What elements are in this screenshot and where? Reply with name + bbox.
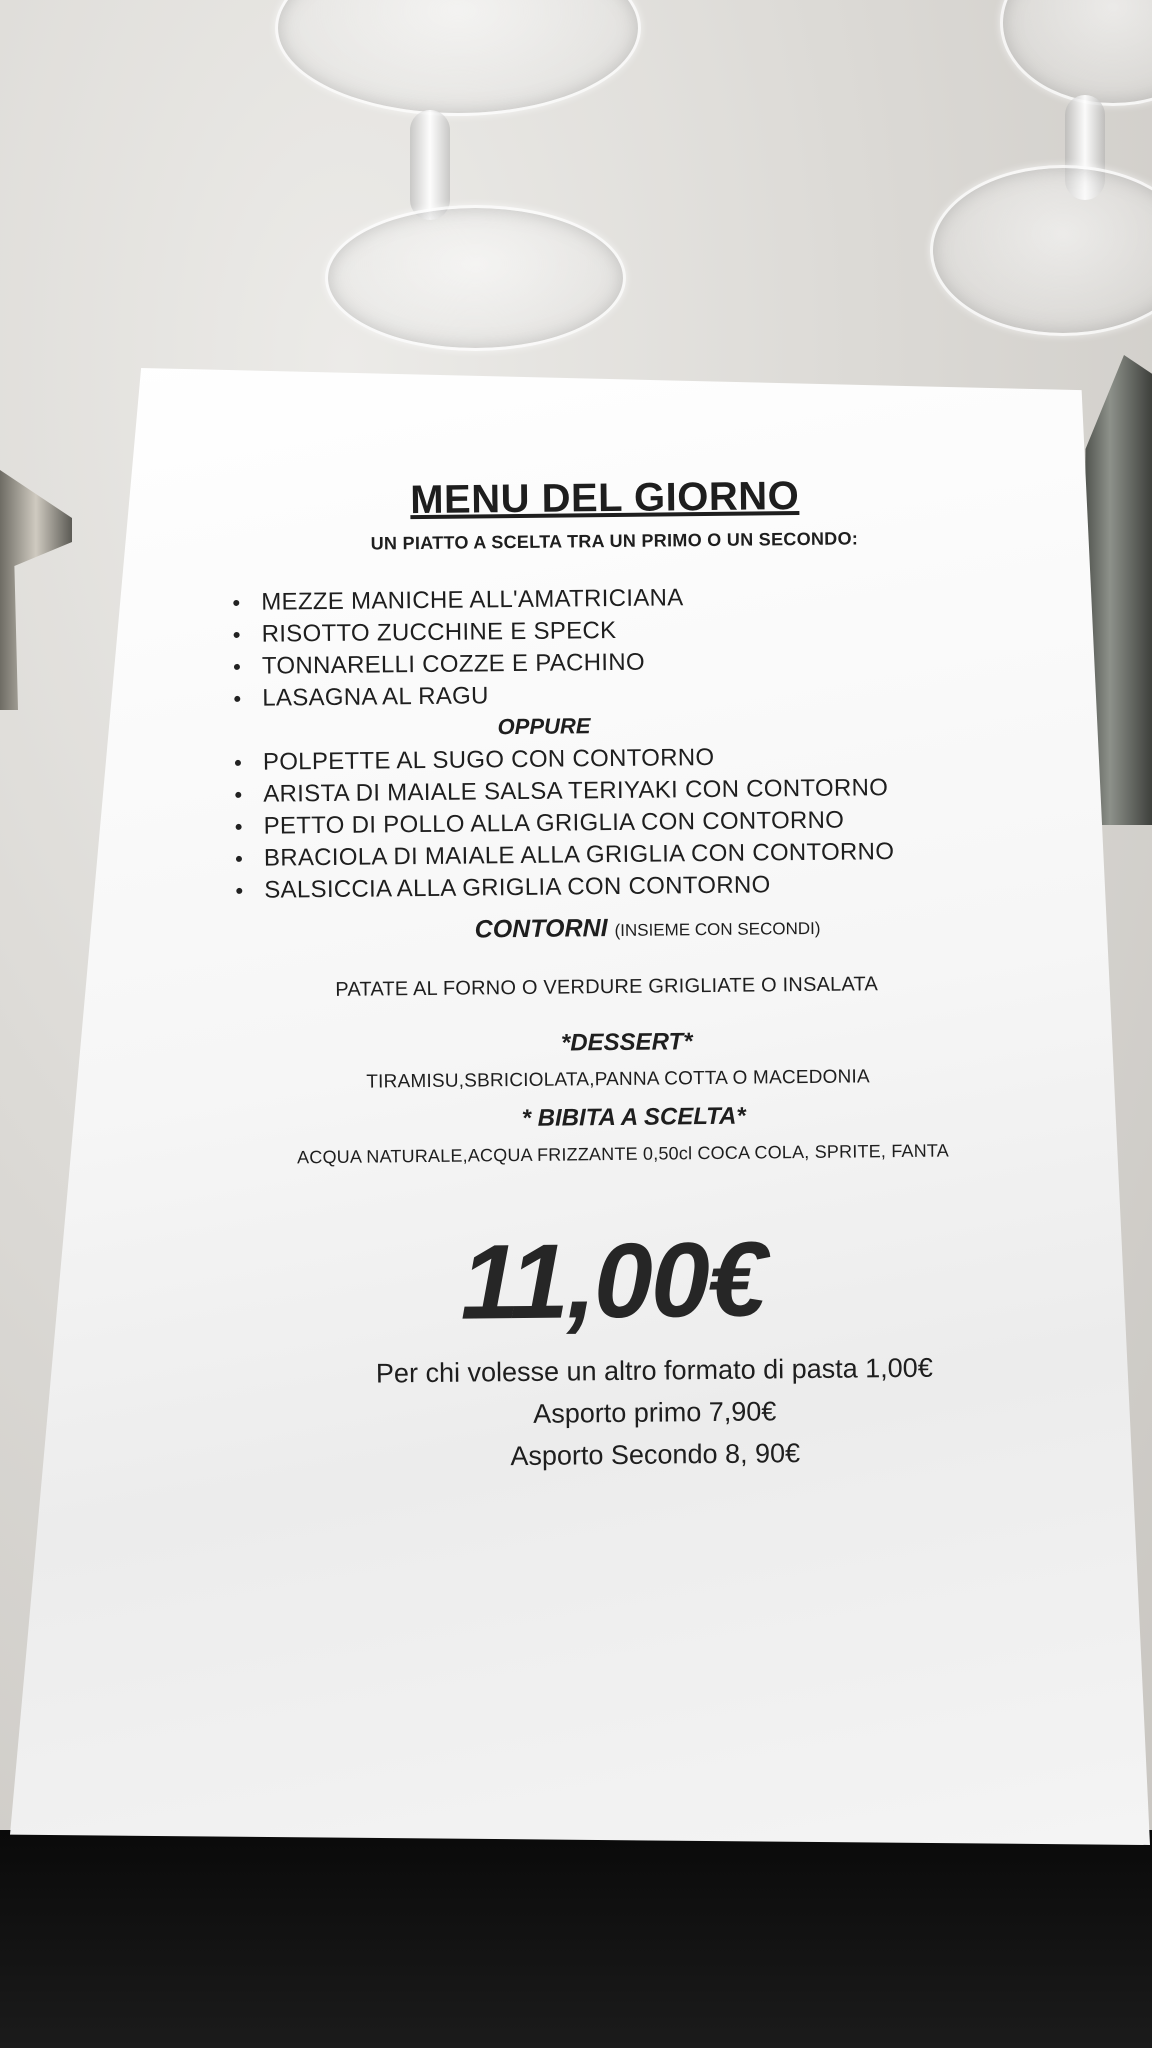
list-item: LASAGNA AL RAGU [232,678,685,715]
menu-subtitle: UN PIATTO A SCELTA TRA UN PRIMO O UN SECONDO: [370,528,859,554]
contorni-heading-text: CONTORNI [474,914,608,944]
contorni-note: (INSIEME CON SECONDI) [614,918,821,940]
bibita-text: ACQUA NATURALE,ACQUA FRIZZANTE 0,50cl COCA COLA, SPRITE, FANTA [296,1140,950,1168]
wine-glass-left-stem [410,110,450,220]
wine-glass-left-base [325,205,626,351]
bibita-heading: * BIBITA A SCELTA* [521,1102,746,1132]
list-item: ARISTA DI MAIALE SALSA TERIYAKI CON CONTORNO [233,772,894,811]
secondi-list [233,740,895,907]
contorni-heading [475,912,821,945]
menu-price: 11,00€ [459,1220,766,1342]
menu-title: MENU DEL GIORNO [409,474,800,523]
footer-line-asporto-secondo: Asporto Secondo 8, 90€ [510,1438,801,1472]
primi-list [231,582,685,715]
oppure-label: OPPURE [497,713,591,740]
contorni-text: PATATE AL FORNO O VERDURE GRIGLIATE O INSALATA [335,973,879,1001]
list-item: POLPETTE AL SUGO CON CONTORNO [233,740,894,779]
footer-line-asporto-primo: Asporto primo 7,90€ [533,1396,777,1429]
list-item: MEZZE MANICHE ALL'AMATRICIANA [231,582,684,619]
dessert-text: TIRAMISU,SBRICIOLATA,PANNA COTTA O MACEDONIA [366,1066,870,1093]
list-item: PETTO DI POLLO ALLA GRIGLIA CON CONTORNO [233,804,894,843]
dark-floor [0,1830,1152,2048]
list-item: TONNARELLI COZZE E PACHINO [232,646,685,683]
list-item: SALSICCIA ALLA GRIGLIA CON CONTORNO [234,868,895,907]
footer-line-pasta: Per chi volesse un altro formato di pasta 1,00€ [375,1352,933,1389]
dessert-heading: *DESSERT* [560,1028,693,1057]
list-item: RISOTTO ZUCCHINE E SPECK [231,614,684,651]
list-item: BRACIOLA DI MAIALE ALLA GRIGLIA CON CONTORNO [234,836,895,875]
